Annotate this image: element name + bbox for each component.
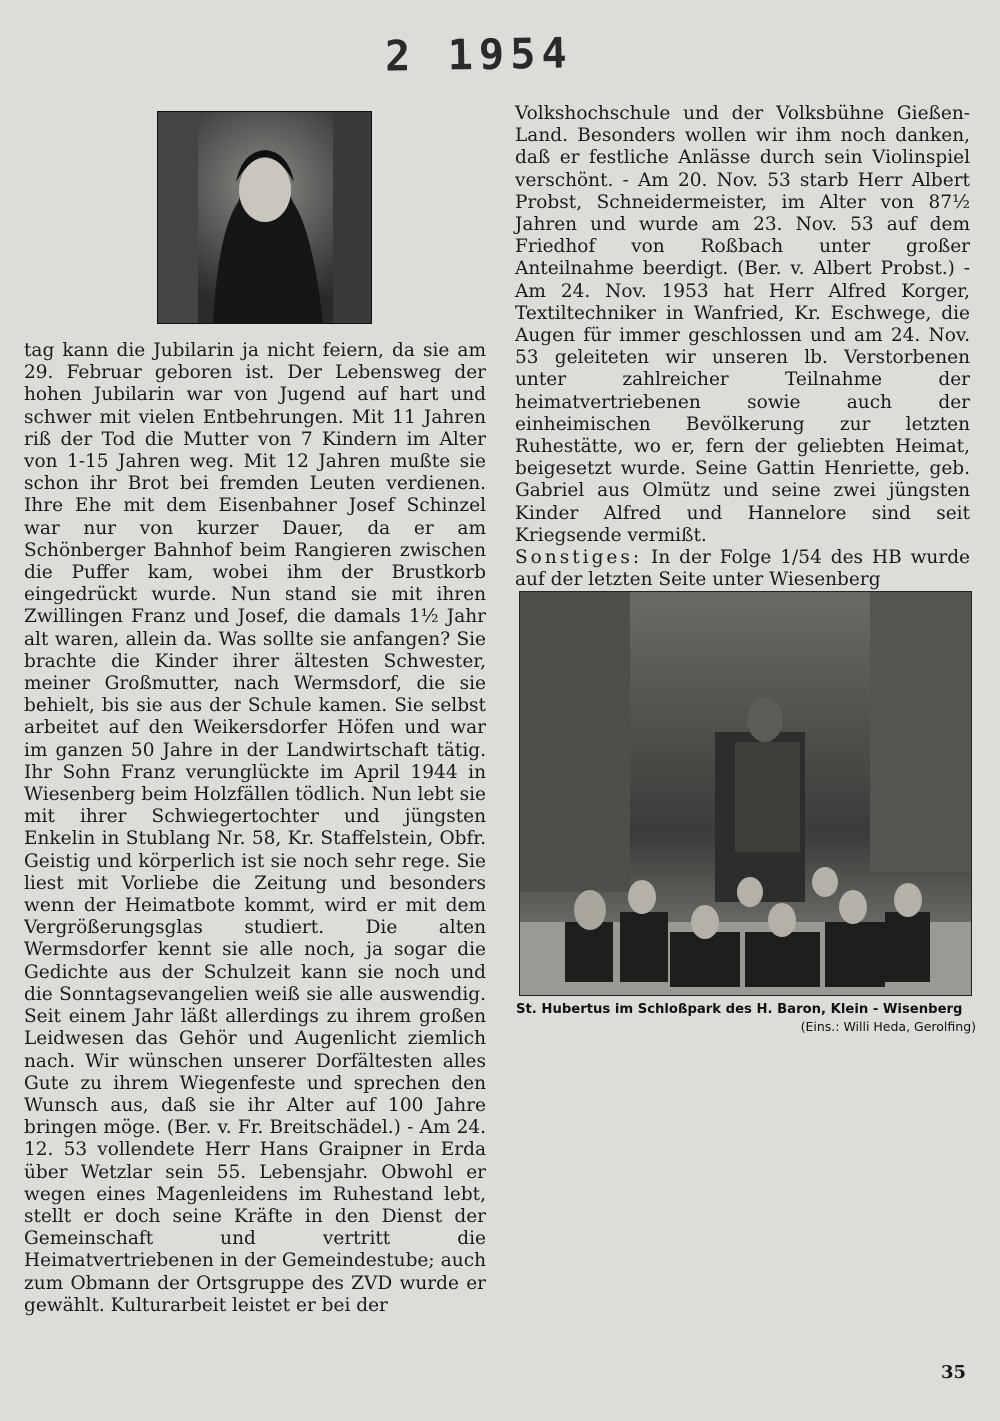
section-text: In der Folge 1/54 des HB wurde auf der letzten Seite unter Wiesenberg bbox=[515, 547, 970, 591]
group-photo-image bbox=[520, 592, 971, 995]
caption-credit: (Eins.: Willi Heda, Gerolfing) bbox=[800, 1019, 976, 1034]
caption-title: St. Hubertus im Schloßpark des H. Baron, Klein - Wisenberg bbox=[516, 1002, 963, 1017]
portrait-image bbox=[158, 112, 371, 323]
section-label: Sonstiges: bbox=[515, 547, 643, 569]
portrait-photo bbox=[157, 111, 372, 324]
left-column-text: tag kann die Jubilarin ja nicht feiern, da sie am 29. Februar geboren ist. Der Lebensweg der hohen Jubilarin war von Jugend auf hart und schwer mit vielen Entbehrungen. Mit 11 Jahren riß der Tod die Mutter von 7 Kindern im Alter von 1-15 Jahren weg. Mit 12 Jahren mußte sie schon ihr Brot bei fremden Leuten verdienen. Ihre Ehe mit dem Eisenbahner Josef Schinzel war nur von kurzer Dauer, da er am Schönberger Bahnhof beim Rangieren zwischen die Puffer kam, wobei ihm der Brustkorb eingedrückt wurde. Nun stand sie mit ihren Zwillingen Franz und Josef, die damals 1½ Jahr alt waren, allein da. Was sollte sie anfangen? Sie brachte die Kinder ihrer ältesten Schwester, meiner Großmutter, nach Wermsdorf, die sie behielt, bis sie aus der Schule kamen. Sie selbst arbeitet auf den Weikersdorfer Höfen und war im ganzen 50 Jahre in der Landwirtschaft tätig. Ihr Sohn Franz verunglückte im April 1944 in Wiesenberg beim Holzfällen tödlich. Nun lebt sie mit ihrer Schwiegertochter und jüngsten Enkelin in Stublang Nr. 58, Kr. Staffelstein, Obfr. Geistig und körperlich ist sie noch sehr rege. Sie liest mit Vorliebe die Zeitung und besonders wenn der Heimatbote kommt, wird er mit dem Vergrößerungsglas studiert. Die alten Wermsdorfer kennt sie alle noch, ja sogar die Gedichte aus der Schulzeit kann sie noch und die Sonntagsevangelien weiß sie alle auswendig. Seit einem Jahr läßt allerdings zu ihrem großen Leidwesen das Gehör und Augenlicht ziemlich nach. Wir wünschen unserer Dorfältesten alles Gute zu ihrem Wiegenfeste und sprechen den Wunsch aus, daß sie ihr Alter auf 100 Jahre bringen möge. (Ber. v. Fr. Breitschädel.) - Am 24. 12. 53 vollendete Herr Hans Graipner in Erda über Wetzlar sein 55. Lebensjahr. Obwohl er wegen eines Magenleidens im Ruhestand lebt, stellt er doch seine Kräfte in den Dienst der Gemeinschaft und vertritt die Heimatvertriebenen in der Gemeindestube; auch zum Obmann der Ortsgruppe des ZVD wurde er gewählt. Kulturarbeit leistet er bei der bbox=[24, 340, 486, 1316]
photo-caption bbox=[516, 1001, 976, 1035]
group-photo bbox=[519, 591, 972, 996]
page-number: 35 bbox=[941, 1362, 967, 1383]
right-column bbox=[515, 103, 970, 591]
right-column-text: Volkshochschule und der Volksbühne Gießen-Land. Besonders wollen wir ihm noch danken, daß er festliche Anlässe durch sein Violinspiel verschönt. - Am 20. Nov. 53 starb Herr Albert Probst, Schneidermeister, im Alter von 87½ Jahren und wurde am 23. Nov. 53 auf dem Friedhof von Roßbach unter großer Anteilnahme beerdigt. (Ber. v. Albert Probst.) - Am 24. Nov. 1953 hat Herr Alfred Korger, Textiltechniker in Wanfried, Kr. Eschwege, die Augen für immer geschlossen und am 24. Nov. 53 geleiteten wir unseren lb. Verstorbenen unter zahlreicher Teilnahme der heimatvertriebenen sowie auch der einheimischen Bevölkerung zur letzten Ruhestätte, wo er, fern der geliebten Heimat, beigesetzt wurde. Seine Gattin Henriette, geb. Gabriel aus Olmütz und seine zwei jüngsten Kinder Alfred und Hannelore sind seit Kriegsende vermißt. bbox=[515, 103, 970, 546]
right-column-section bbox=[515, 547, 970, 591]
left-column bbox=[24, 340, 486, 1317]
issue-stamp: 2 1954 bbox=[384, 28, 574, 81]
